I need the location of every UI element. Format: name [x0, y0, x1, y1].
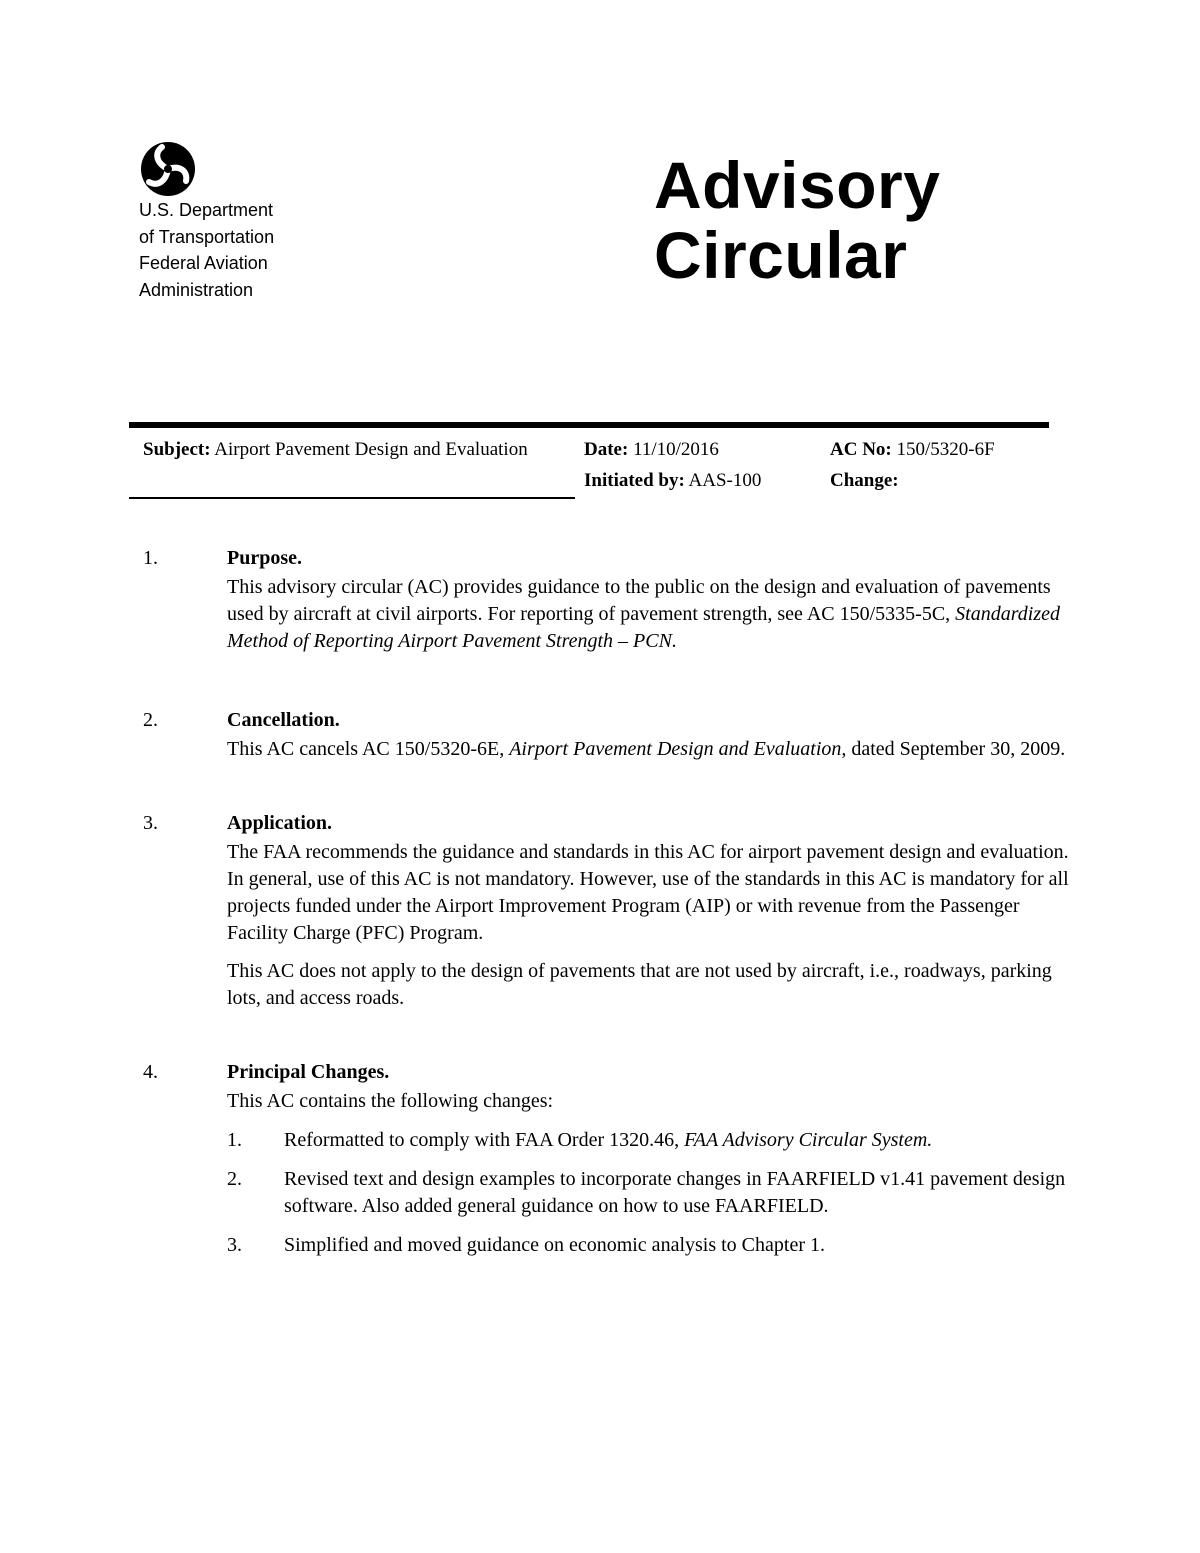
- dot-logo-icon: [140, 141, 196, 197]
- list-item-text: Reformatted to comply with FAA Order 1320.46,: [284, 1129, 685, 1151]
- agency-line: of Transportation: [139, 226, 275, 247]
- subject-rule: [129, 497, 575, 499]
- section-number: 2.: [143, 709, 158, 731]
- initiated-value: AAS-100: [688, 470, 762, 491]
- publication-title: Standardized Method of Reporting Airport Pavement Strength – PCN.: [227, 603, 1060, 652]
- agency-line: U.S. Department: [139, 200, 274, 220]
- section-paragraph: This AC contains the following changes:: [227, 1090, 554, 1112]
- acno-value: 150/5320-6F: [896, 439, 995, 460]
- section-paragraph: [227, 574, 1073, 655]
- list-item-number: 1.: [227, 1129, 242, 1151]
- list-item: [227, 1232, 1073, 1259]
- document-body: [143, 545, 1073, 1259]
- header-rule: [129, 422, 1049, 428]
- changes-list: [227, 1127, 1073, 1259]
- list-item: [227, 1166, 1073, 1220]
- section-principal-changes: [143, 1059, 1073, 1259]
- agency-line: Federal Aviation: [139, 253, 268, 273]
- list-item-number: 3.: [227, 1234, 242, 1256]
- section-heading: Cancellation.: [227, 709, 340, 731]
- list-item-text: Revised text and design examples to incorporate changes in FAARFIELD v1.41 pavement design software. Also added general guidance on how to use FAARFIELD.: [284, 1168, 1066, 1217]
- ac-number-block: [830, 436, 995, 498]
- subject-block: [143, 436, 543, 463]
- document-title: [654, 150, 940, 290]
- agency-line: Administration: [139, 279, 254, 300]
- section-paragraph: [227, 736, 1073, 763]
- title-line: Advisory: [654, 148, 941, 222]
- section-number: 3.: [143, 812, 158, 834]
- section-application: [143, 810, 1073, 1012]
- subject-value: Airport Pavement Design and Evaluation: [214, 439, 528, 460]
- section-number: 4.: [143, 1061, 158, 1083]
- acno-label: AC No:: [830, 439, 892, 460]
- agency-name: [139, 197, 274, 303]
- publication-title: Airport Pavement Design and Evaluation,: [509, 738, 847, 760]
- section-cancellation: [143, 707, 1073, 763]
- list-item-number: 2.: [227, 1168, 242, 1190]
- section-number: 1.: [143, 547, 158, 569]
- initiated-label: Initiated by:: [584, 470, 685, 491]
- title-line: Circular: [654, 218, 908, 292]
- change-label: Change:: [830, 470, 899, 491]
- publication-title: FAA Advisory Circular System.: [684, 1129, 933, 1151]
- section-paragraph: This AC does not apply to the design of pavements that are not used by aircraft, i.e., roadways, parking lots, and access roads.: [227, 960, 1052, 1009]
- section-purpose: [143, 545, 1073, 655]
- subject-label: Subject:: [143, 439, 211, 460]
- paragraph-text: This advisory circular (AC) provides guidance to the public on the design and evaluation of pavements used by aircraft at civil airports. For reporting of pavement strength, see AC 150/5335-5C,: [227, 576, 1051, 625]
- section-heading: Principal Changes.: [227, 1061, 390, 1083]
- list-item-text: Simplified and moved guidance on economic analysis to Chapter 1.: [284, 1234, 825, 1256]
- paragraph-text: dated September 30, 2009.: [846, 738, 1066, 760]
- date-value: 11/10/2016: [633, 439, 719, 460]
- paragraph-text: This AC cancels AC 150/5320-6E,: [227, 738, 510, 760]
- date-block: [584, 436, 761, 498]
- section-paragraph: The FAA recommends the guidance and standards in this AC for airport pavement design and evaluation. In general, use of this AC is not mandatory. However, use of the standards in this AC is mandatory for all projects funded under the Airport Improvement Program (AIP) or with revenue from the Passenger Facility Charge (PFC) Program.: [227, 841, 1069, 944]
- section-heading: Application.: [227, 812, 333, 834]
- section-heading: Purpose.: [227, 547, 302, 569]
- list-item: [227, 1127, 1073, 1154]
- date-label: Date:: [584, 439, 629, 460]
